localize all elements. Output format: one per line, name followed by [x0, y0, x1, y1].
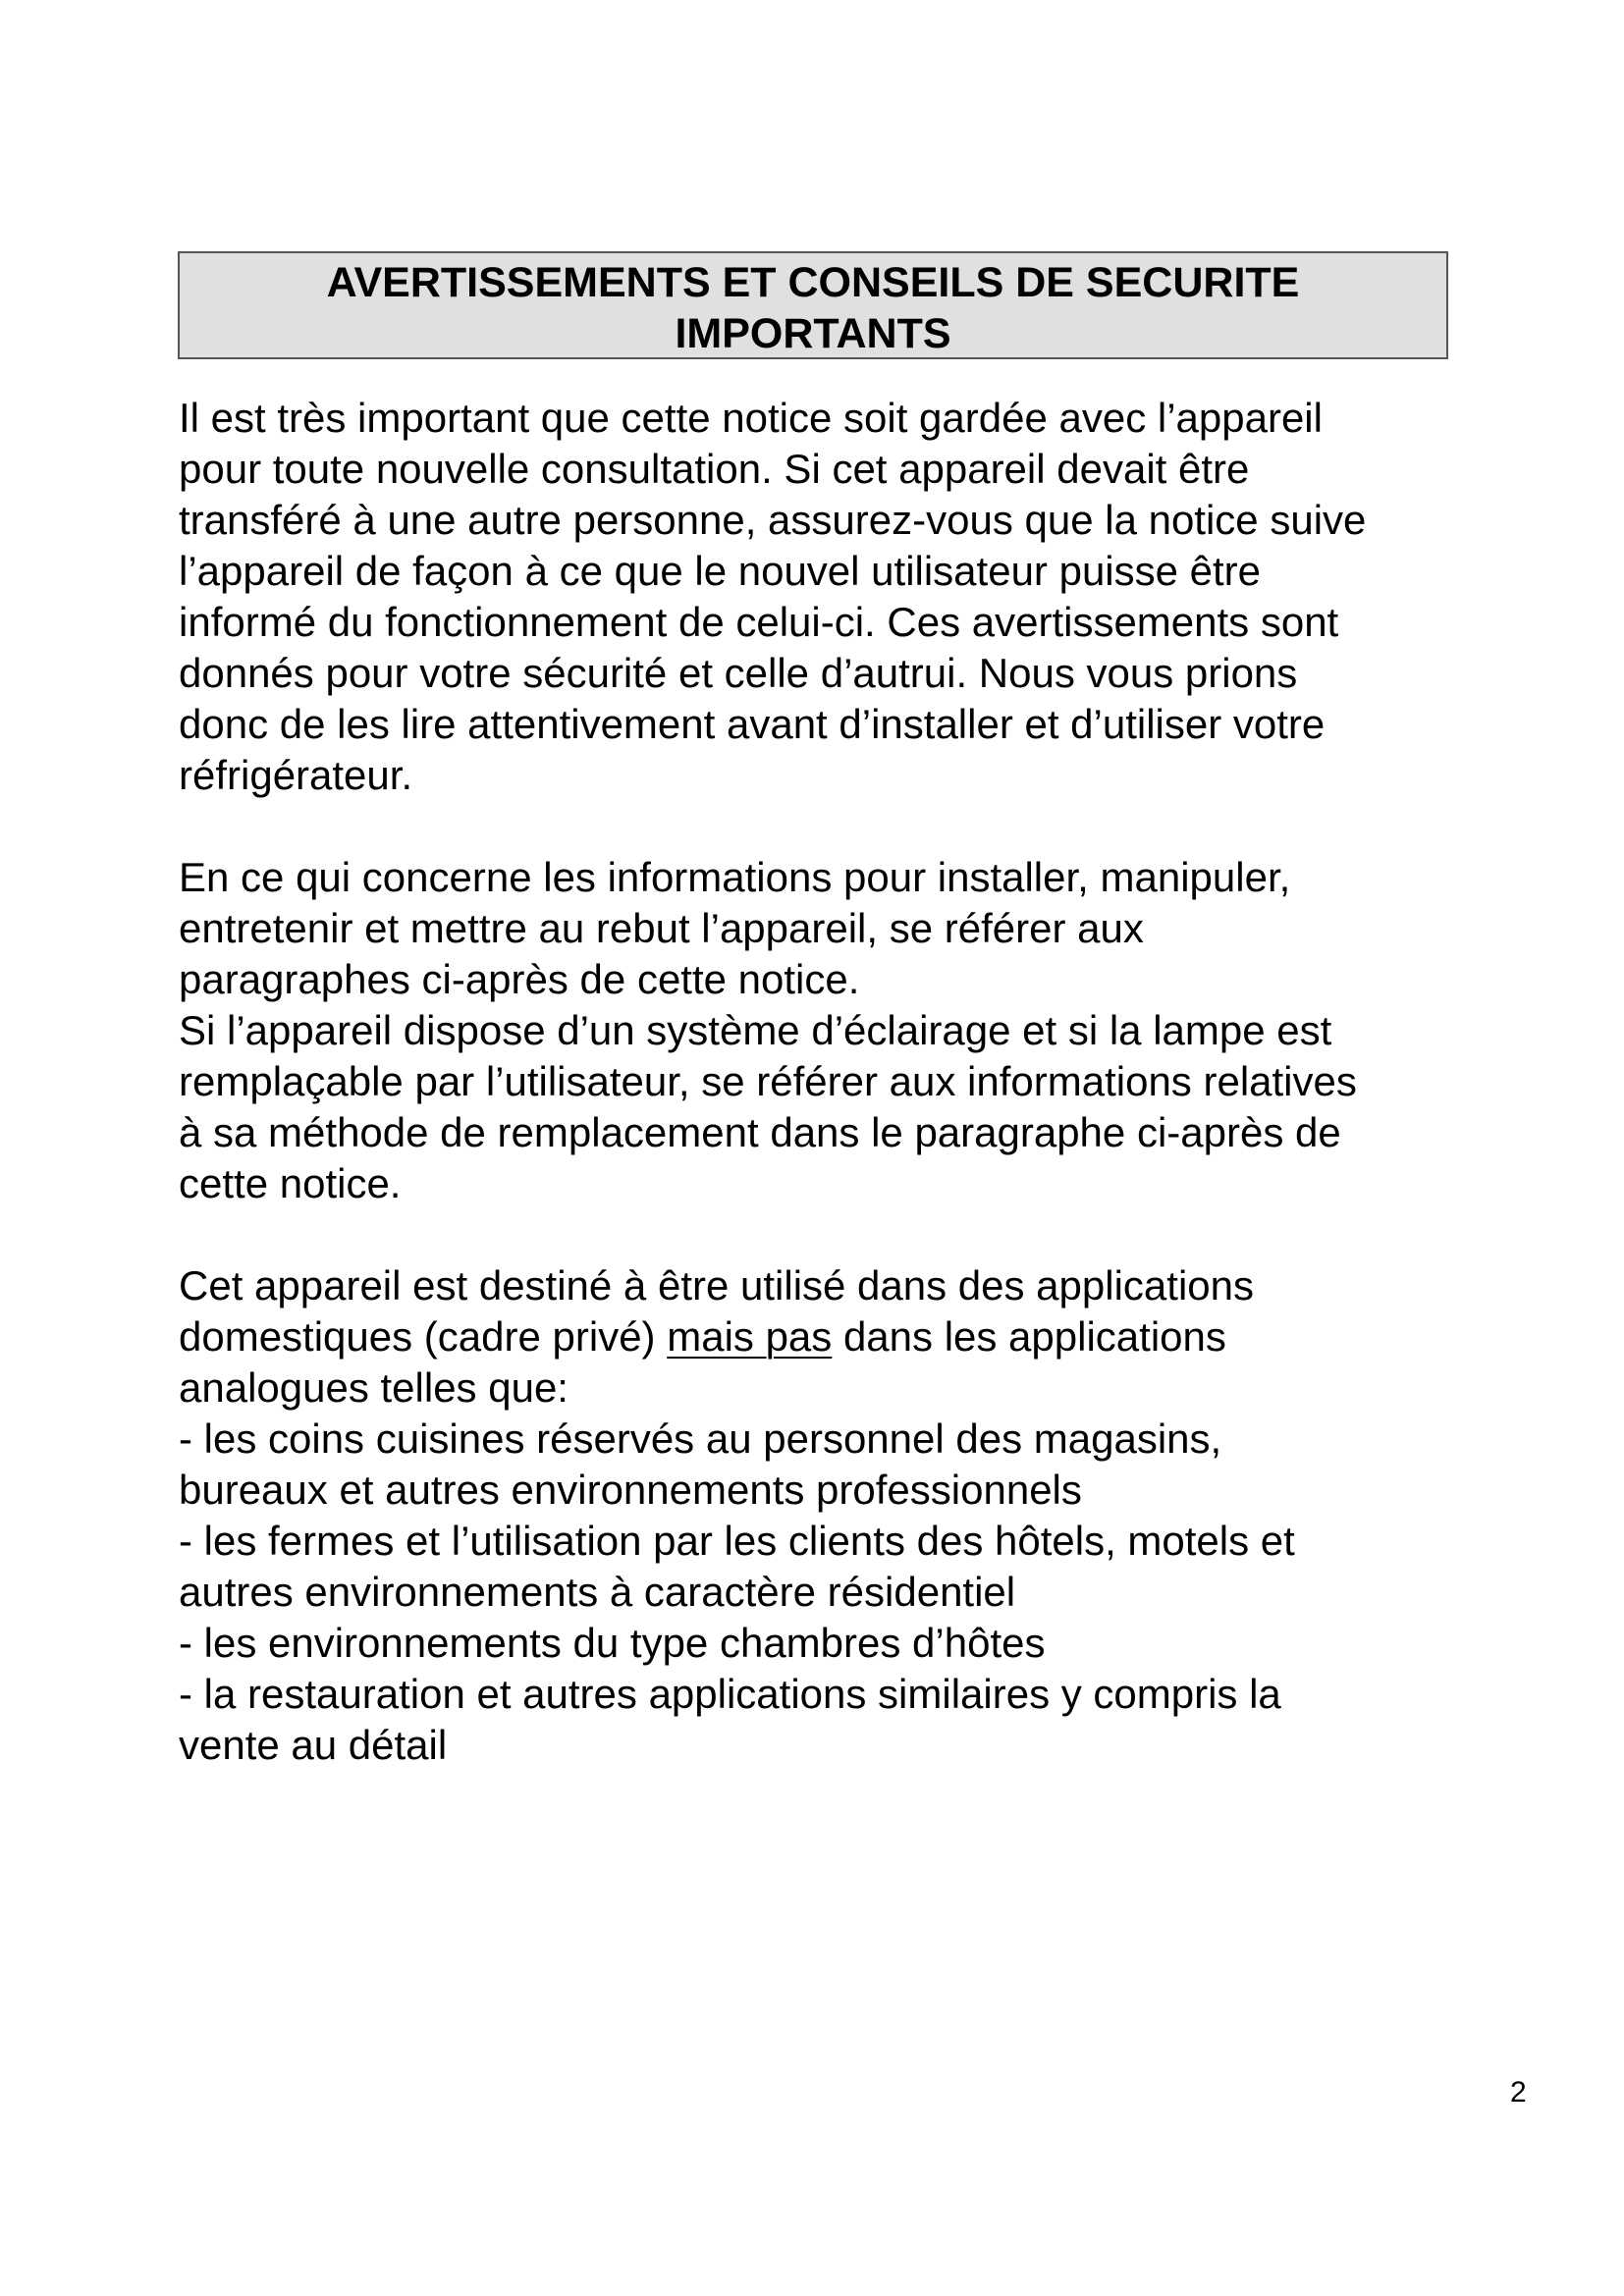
text-segment: domestiques (cadre privé)	[179, 1313, 668, 1360]
underlined-emphasis: mais pas	[667, 1313, 833, 1360]
paragraph-intended-use	[179, 1260, 1534, 1771]
text-line: cette notice.	[179, 1160, 402, 1206]
list-item-line: vente au détail	[179, 1722, 448, 1768]
list-item-line: autres environnements à caractère résidentiel	[179, 1569, 1016, 1615]
text-line: donnés pour votre sécurité et celle d’autrui. Nous vous prions	[179, 650, 1298, 696]
section-title-box	[178, 251, 1448, 359]
paragraph-spacer	[179, 801, 1534, 852]
list-item-line: - les fermes et l’utilisation par les clients des hôtels, motels et	[179, 1518, 1295, 1564]
text-line: Cet appareil est destiné à être utilisé dans des applications	[179, 1262, 1254, 1308]
text-line: donc de les lire attentivement avant d’installer et d’utiliser votre	[179, 701, 1326, 747]
text-line-with-emphasis	[179, 1311, 1534, 1362]
text-line: entretenir et mettre au rebut l’appareil, se référer aux	[179, 905, 1144, 951]
section-title-line-1: AVERTISSEMENTS ET CONSEILS DE SECURITE	[326, 259, 1300, 306]
text-line: remplaçable par l’utilisateur, se référer aux informations relatives	[179, 1058, 1357, 1104]
paragraph-storage-notice	[179, 393, 1534, 801]
text-line: l’appareil de façon à ce que le nouvel utilisateur puisse être	[179, 548, 1262, 594]
text-line: pour toute nouvelle consultation. Si cet appareil devait être	[179, 446, 1250, 492]
text-line: transféré à une autre personne, assurez-vous que la notice suive	[179, 497, 1367, 543]
text-segment: dans les applications	[832, 1313, 1226, 1360]
list-item-line: bureaux et autres environnements professionnels	[179, 1467, 1082, 1513]
text-line: Il est très important que cette notice soit gardée avec l’appareil	[179, 395, 1323, 441]
text-line: paragraphes ci-après de cette notice.	[179, 956, 860, 1002]
paragraph-spacer	[179, 1209, 1534, 1260]
text-line: Si l’appareil dispose d’un système d’éclairage et si la lampe est	[179, 1007, 1332, 1053]
text-line: à sa méthode de remplacement dans le paragraphe ci-après de	[179, 1109, 1341, 1155]
list-item-line: - la restauration et autres applications similaires y compris la	[179, 1671, 1281, 1717]
paragraph-installation-info	[179, 852, 1534, 1209]
text-line: En ce qui concerne les informations pour installer, manipuler,	[179, 854, 1291, 900]
list-item-line: - les environnements du type chambres d’hôtes	[179, 1620, 1046, 1666]
section-title-line-2: IMPORTANTS	[675, 310, 951, 357]
body-text	[179, 393, 1534, 1771]
list-item-line: - les coins cuisines réservés au personnel des magasins,	[179, 1415, 1222, 1462]
page-number: 2	[1510, 2076, 1527, 2109]
text-line: analogues telles que:	[179, 1364, 568, 1411]
text-line: informé du fonctionnement de celui-ci. Ces avertissements sont	[179, 599, 1339, 645]
text-line: réfrigérateur.	[179, 752, 413, 798]
